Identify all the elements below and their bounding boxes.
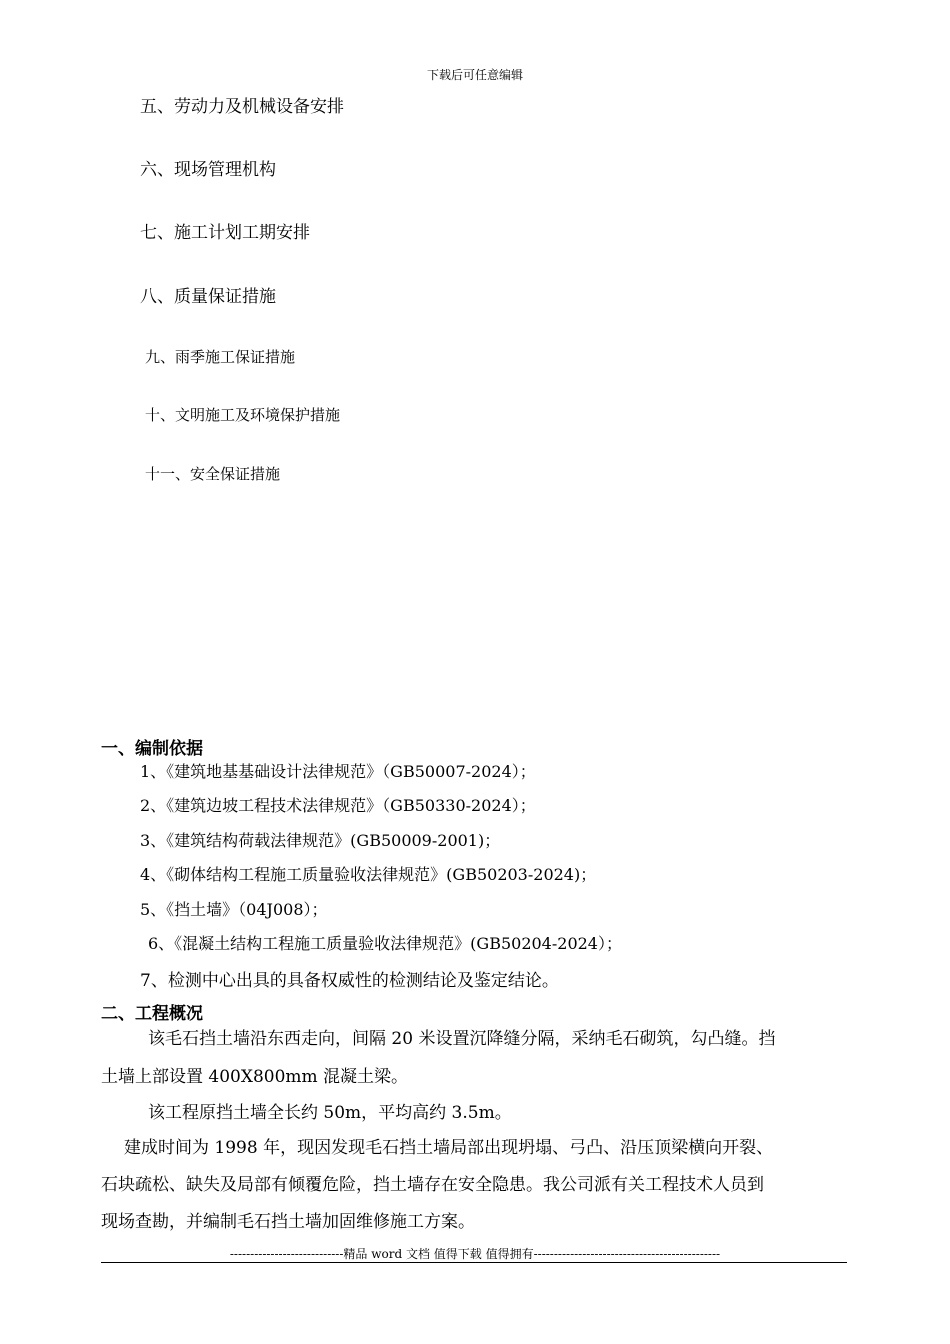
reference-item: 3、《建筑结构荷载法律规范》(GB50009-2001)；: [140, 831, 501, 850]
reference-item: 2、《建筑边坡工程技术法律规范》（GB50330-2024）；: [140, 796, 536, 815]
section-title-overview: 二、工程概况: [101, 1004, 203, 1024]
overview-line: 该工程原挡土墙全长约 50m，平均高约 3.5m。: [148, 1103, 512, 1123]
reference-item: 7、检测中心出具的具备权威性的检测结论及鉴定结论。: [140, 971, 559, 991]
section-title-basis: 一、编制依据: [101, 739, 203, 759]
overview-line: 现场查勘，并编制毛石挡土墙加固维修施工方案。: [101, 1212, 475, 1232]
overview-line: 该毛石挡土墙沿东西走向，间隔 20 米设置沉降缝分隔，采纳毛石砌筑，勾凸缝。挡: [148, 1029, 776, 1049]
toc-item-10: 十、文明施工及环境保护措施: [145, 406, 341, 424]
toc-item-6: 六、现场管理机构: [140, 160, 276, 180]
reference-item: 5、《挡土墙》（04J008）；: [140, 900, 328, 919]
overview-line: 土墙上部设置 400X800mm 混凝土梁。: [101, 1067, 409, 1087]
reference-item: 4、《砌体结构工程施工质量验收法律规范》(GB50203-2024)；: [140, 865, 597, 884]
reference-item: 6、《混凝土结构工程施工质量验收法律规范》(GB50204-2024）；: [148, 934, 622, 953]
overview-line: 石块疏松、缺失及局部有倾覆危险，挡土墙存在安全隐患。我公司派有关工程技术人员到: [101, 1175, 764, 1195]
toc-item-8: 八、质量保证措施: [140, 287, 276, 307]
toc-item-5: 五、劳动力及机械设备安排: [140, 97, 344, 117]
toc-item-11: 十一、安全保证措施: [145, 465, 281, 483]
toc-item-7: 七、施工计划工期安排: [140, 223, 310, 243]
reference-item: 1、《建筑地基基础设计法律规范》（GB50007-2024）；: [140, 762, 536, 781]
footer-note: ----------------------------精品 word 文档 值得下载 值得拥有----------------------------------------------: [229, 1247, 721, 1261]
footer-divider: [101, 1262, 847, 1263]
overview-line: 建成时间为 1998 年，现因发现毛石挡土墙局部出现坍塌、弓凸、沿压顶梁横向开裂、: [124, 1138, 774, 1158]
toc-item-9: 九、雨季施工保证措施: [145, 348, 296, 366]
header-note: 下载后可任意编辑: [426, 68, 523, 82]
